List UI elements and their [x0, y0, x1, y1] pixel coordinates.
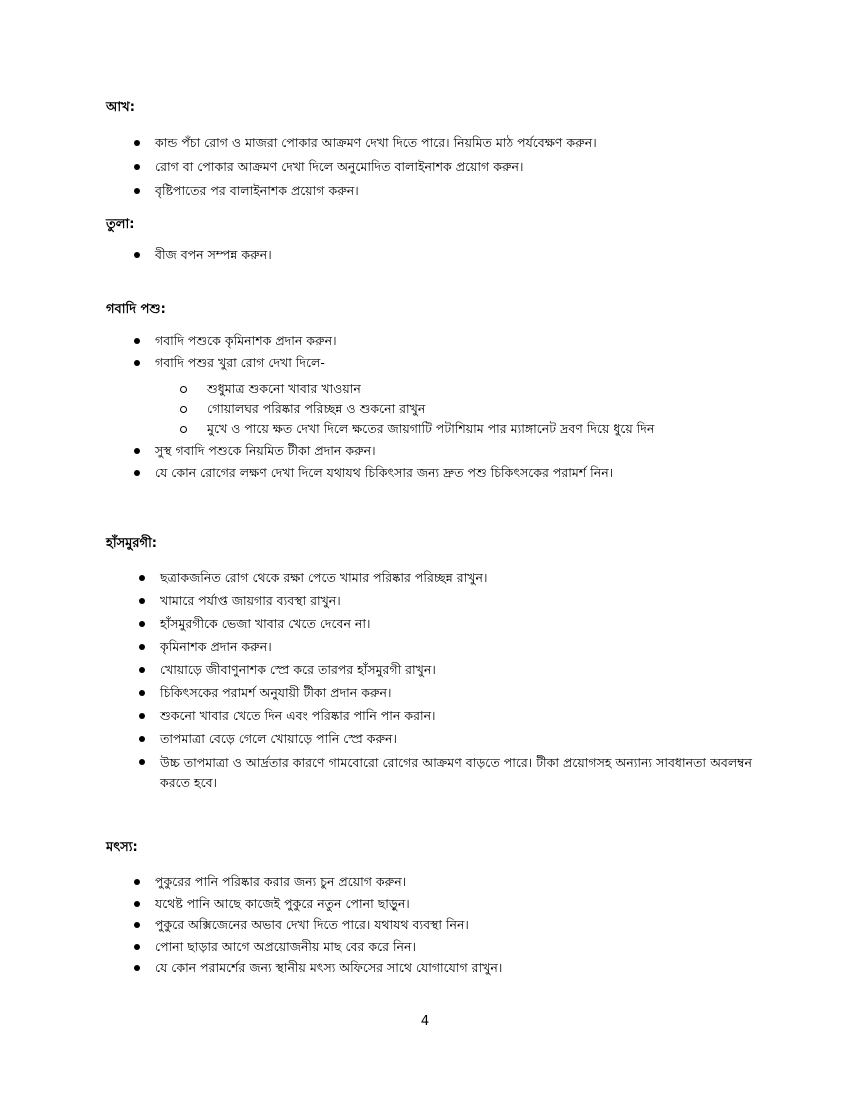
list-motsho [155, 873, 502, 981]
list-tula [155, 246, 272, 264]
heading-hasmurgi: হাঁসমুরগী: [106, 536, 157, 551]
list-akh [155, 134, 597, 206]
list-item: বীজ বপন সম্পন্ন করুন। [155, 247, 272, 262]
list-item: হাঁসমুরগীকে ভেজা খাবার খেতে দেবেন না। [160, 615, 752, 638]
list-item: তাপমাত্রা বেড়ে গেলে খোয়াড়ে পানি স্প্রে করুন। [160, 730, 752, 753]
list-item: যে কোন পরামর্শের জন্য স্থানীয় মৎস্য অফিসের সাথে যোগাযোগ রাখুন। [155, 959, 502, 981]
list-item: যে কোন রোগের লক্ষণ দেখা দিলে যথাযথ চিকিৎসার জন্য দ্রুত পশু চিকিৎসকের পরামর্শ নিন। [155, 464, 613, 486]
heading-akh: আখ: [106, 100, 135, 115]
list-item: গবাদি পশুর খুরা রোগ দেখা দিলে- [155, 354, 337, 376]
sub-list-item: শুধুমাত্র শুকনো খাবার খাওয়ান [207, 380, 654, 400]
list-item: বৃষ্টিপাতের পর বালাইনাশক প্রয়োগ করুন। [155, 182, 597, 206]
page-number: 4 [420, 1014, 430, 1029]
list-item: পুকুরের পানি পরিষ্কার করার জন্য চুন প্রয়োগ করুন। [155, 873, 502, 895]
list-item: গবাদি পশুকে কৃমিনাশক প্রদান করুন। [155, 332, 337, 354]
list-item: উচ্চ তাপমাত্রা ও আর্দ্রতার কারণে গামবোরো রোগের আক্রমণ বাড়তে পারে। টীকা প্রয়োগসহ অন্যান্য সাবধানতা অবলম্বন করতে হবে। [160, 753, 752, 793]
list-item: শুকনো খাবার খেতে দিন এবং পরিষ্কার পানি পান করান। [160, 707, 752, 730]
list-item: খামারে পর্যাপ্ত জায়গার ব্যবস্থা রাখুন। [160, 592, 752, 615]
heading-gobadi: গবাদি পশু: [106, 302, 166, 317]
sublist-gobadi [207, 380, 654, 440]
heading-motsho: মৎস্য: [106, 840, 138, 855]
list-item: সুস্থ গবাদি পশুকে নিয়মিত টীকা প্রদান করুন। [155, 442, 613, 464]
heading-tula: তুলা: [106, 217, 135, 232]
list-hasmurgi [160, 569, 752, 793]
list-item: খোয়াড়ে জীবাণুনাশক স্প্রে করে তারপর হাঁসমুরগী রাখুন। [160, 661, 752, 684]
list-gobadi [155, 332, 337, 376]
list-item: কান্ড পঁচা রোগ ও মাজরা পোকার আক্রমণ দেখা দিতে পারে। নিয়মিত মাঠ পর্যবেক্ষণ করুন। [155, 134, 597, 158]
list-item: পুকুরে অক্সিজেনের অভাব দেখা দিতে পারে। যথাযথ ব্যবস্থা নিন। [155, 916, 502, 938]
sub-list-item: মুখে ও পায়ে ক্ষত দেখা দিলে ক্ষতের জায়গাটি পটাশিয়াম পার ম্যাঙ্গানেট দ্রবণ দিয়ে ধুয়ে দিন [207, 420, 654, 440]
sub-list-item: গোয়ালঘর পরিষ্কার পরিচ্ছন্ন ও শুকনো রাখুন [207, 400, 654, 420]
list-item: কৃমিনাশক প্রদান করুন। [160, 638, 752, 661]
list-gobadi-after [155, 442, 613, 486]
list-item: চিকিৎসকের পরামর্শ অনুযায়ী টীকা প্রদান করুন। [160, 684, 752, 707]
list-item: ছত্রাকজনিত রোগ থেকে রক্ষা পেতে খামার পরিষ্কার পরিচ্ছন্ন রাখুন। [160, 569, 752, 592]
list-item: পোনা ছাড়ার আগে অপ্রয়োজনীয় মাছ বের করে নিন। [155, 938, 502, 960]
list-item: যথেষ্ট পানি আছে কাজেই পুকুরে নতুন পোনা ছাড়ুন। [155, 895, 502, 917]
list-item: রোগ বা পোকার আক্রমণ দেখা দিলে অনুমোদিত বালাইনাশক প্রয়োগ করুন। [155, 158, 597, 182]
